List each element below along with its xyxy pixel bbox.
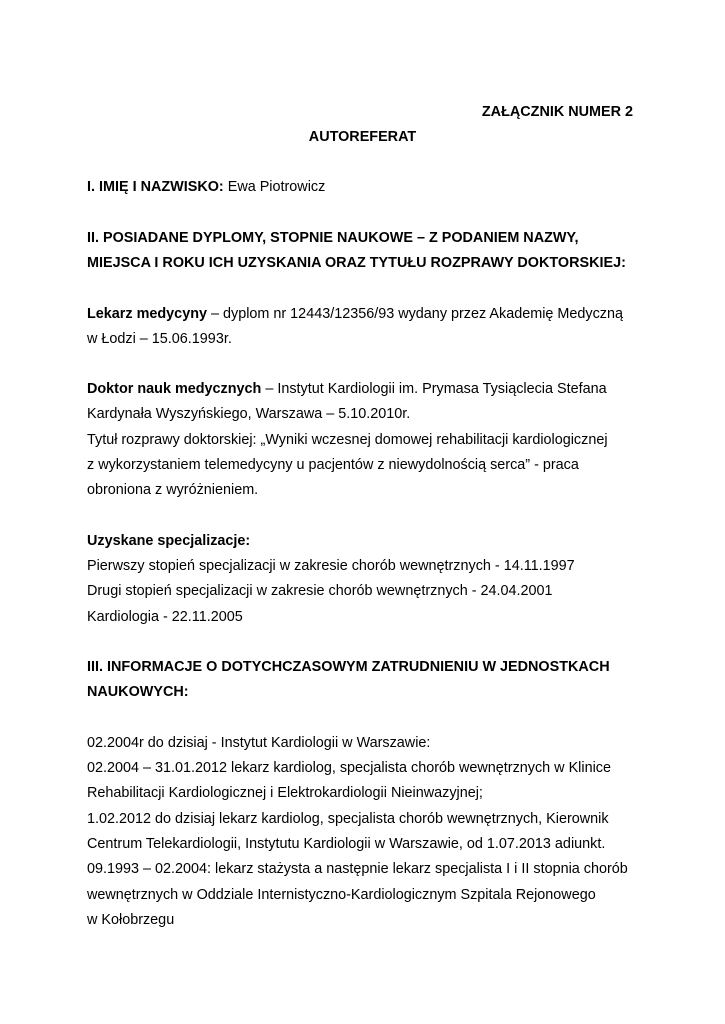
phd-label: Doktor nauk medycznych [87,381,262,397]
employment-line: 02.2004 – 31.01.2012 lekarz kardiolog, specjalista chorób wewnętrznych w Klinice [87,760,611,776]
employment-line: wewnętrznych w Oddziale Internistyczno-Kardiologicznym Szpitala Rejonowego [87,887,596,903]
section2-heading-line2: MIEJSCA I ROKU ICH UZYSKANIA ORAZ TYTUŁU ROZPRAWY DOKTORSKIEJ: [87,255,626,271]
specialization-item: Drugi stopień specjalizacji w zakresie chorób wewnętrznych - 24.04.2001 [87,583,553,599]
phd-line1 [87,380,607,398]
thesis-line1: Tytuł rozprawy doktorskiej: „Wyniki wczesnej domowej rehabilitacji kardiologicznej [87,432,608,448]
annex-label: ZAŁĄCZNIK NUMER 2 [481,104,633,120]
section3-heading-line2: NAUKOWYCH: [87,684,189,700]
md-diploma-line1 [87,305,623,323]
document-title: AUTOREFERAT [308,129,417,145]
employment-line: 09.1993 – 02.2004: lekarz stażysta a następnie lekarz specjalista I i II stopnia chorób [87,861,628,877]
employment-line: 1.02.2012 do dzisiaj lekarz kardiolog, specjalista chorób wewnętrznych, Kierownik [87,811,609,827]
name-line [87,178,325,196]
phd-text: – Instytut Kardiologii im. Prymasa Tysiąclecia Stefana [261,381,607,397]
specialization-item: Kardiologia - 22.11.2005 [87,609,243,625]
name-label: I. IMIĘ I NAZWISKO: [87,179,224,195]
md-text: – dyplom nr 12443/12356/93 wydany przez Akademię Medyczną [207,306,623,322]
section2-heading-line1: II. POSIADANE DYPLOMY, STOPNIE NAUKOWE – Z PODANIEM NAZWY, [87,230,579,246]
employment-line: 02.2004r do dzisiaj - Instytut Kardiologii w Warszawie: [87,735,431,751]
thesis-line2: z wykorzystaniem telemedycyny u pacjentów z niewydolnością serca” - praca [87,457,579,473]
thesis-line3: obroniona z wyróżnieniem. [87,482,259,498]
employment-line: Rehabilitacji Kardiologicznej i Elektrokardiologii Nieinwazyjnej; [87,785,483,801]
employment-line: Centrum Telekardiologii, Instytutu Kardiologii w Warszawie, od 1.07.2013 adiunkt. [87,836,606,852]
md-diploma-line2: w Łodzi – 15.06.1993r. [87,331,232,347]
specializations-label: Uzyskane specjalizacje: [87,533,251,549]
name-value: Ewa Piotrowicz [223,179,326,195]
specialization-item: Pierwszy stopień specjalizacji w zakresie chorób wewnętrznych - 14.11.1997 [87,558,575,574]
section3-heading-line1: III. INFORMACJE O DOTYCHCZASOWYM ZATRUDNIENIU W JEDNOSTKACH [87,659,610,675]
md-label: Lekarz medycyny [87,306,207,322]
employment-line: w Kołobrzegu [87,912,175,928]
phd-line2: Kardynała Wyszyńskiego, Warszawa – 5.10.2010r. [87,406,411,422]
